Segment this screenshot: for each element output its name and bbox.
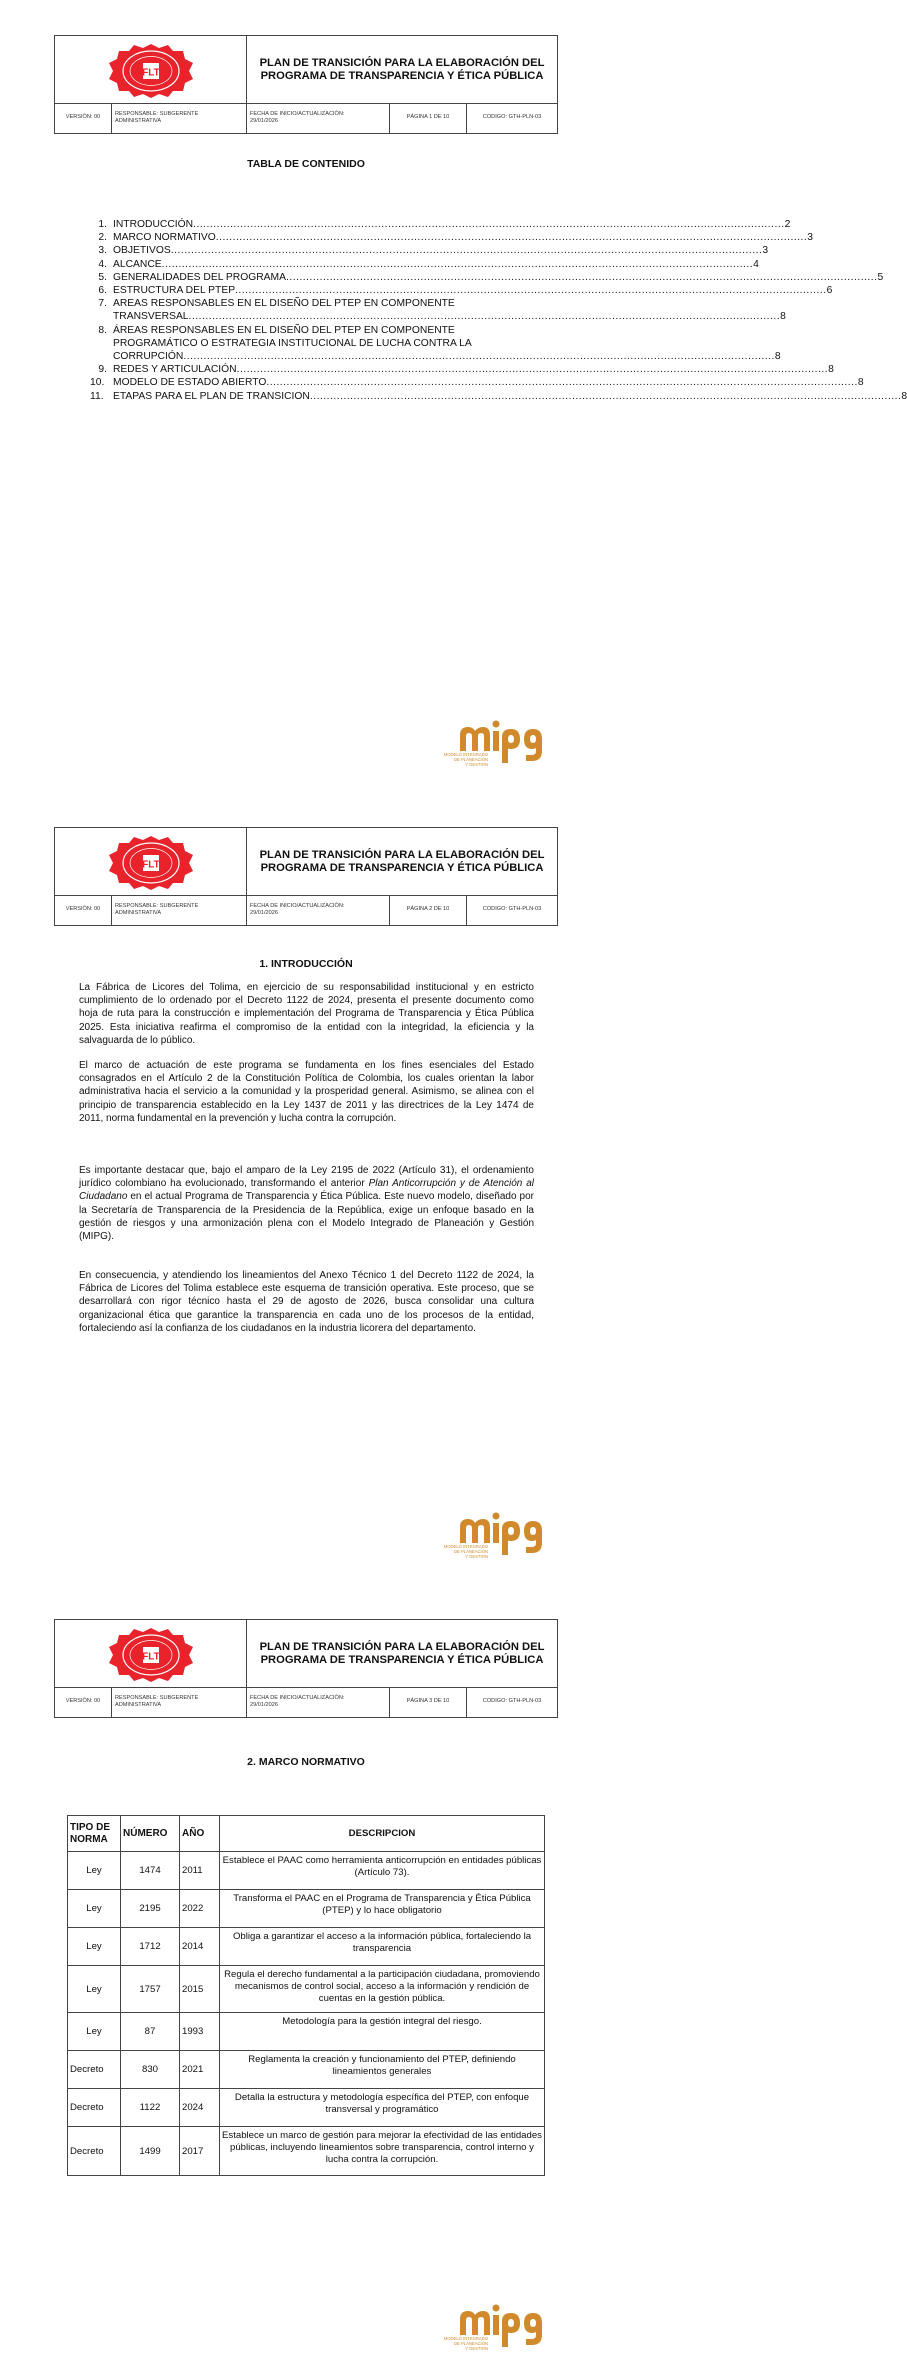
codigo-cell: CODIGO: GTH-PLN-03 — [482, 1698, 542, 1704]
cell-anio: 2024 — [180, 2089, 220, 2127]
intro-paragraph-2: El marco de actuación de este programa se fundamenta en los fines esenciales del Estado consagrados en el Artículo 2 de la Constitución Política de Colombia, los cuales orientan la labor administrativa hacia el servicio a la comunidad y la prosperidad general. Asimismo, se alinea con el principio de transparencia establecido en la Ley 1437 de 2011 y las directrices de la Ley 1474 de 2011, norma fundamental en la prevención y lucha contra la corrupción. — [79, 1060, 534, 1124]
toc-item-page: 8 — [857, 377, 864, 389]
table-row — [68, 1928, 545, 1966]
svg-text:FLT: FLT — [141, 1651, 160, 1662]
cell-numero: 830 — [121, 2051, 180, 2089]
toc-item[interactable] — [90, 363, 834, 376]
toc-item-label: GENERALIDADES DEL PROGRAMA — [113, 271, 286, 283]
cell-numero: 2195 — [121, 1890, 180, 1928]
toc-item-label: REDES Y ARTICULACIÓN — [113, 364, 237, 376]
logo-cell — [55, 828, 247, 895]
toc-item[interactable] — [90, 258, 759, 271]
column-header-descripcion: DESCRIPCION — [220, 1816, 545, 1852]
document-meta-row — [55, 103, 557, 133]
document-title: PLAN DE TRANSICIÓN PARA LA ELABORACIÓN DEL PROGRAMA DE TRANSPARENCIA Y ÉTICA PÚBLICA — [259, 1640, 545, 1666]
svg-text:DE PLANEACIÓN: DE PLANEACIÓN — [454, 1549, 488, 1554]
cell-tipo: Ley — [68, 1928, 121, 1966]
document-title: PLAN DE TRANSICIÓN PARA LA ELABORACIÓN DEL PROGRAMA DE TRANSPARENCIA Y ÉTICA PÚBLICA — [259, 56, 545, 82]
cell-tipo: Decreto — [68, 2051, 121, 2089]
document-header — [54, 1619, 558, 1718]
svg-text:MODELO INTEGRADO: MODELO INTEGRADO — [443, 752, 488, 757]
cell-tipo: Ley — [68, 1890, 121, 1928]
intro-p3-text-a: Es importante destacar que, bajo el amparo de la Ley 2195 de 2022 (Artículo 31), el ordenamiento jurídico colombiano ha evolucionado, transformando el anterior — [79, 1165, 534, 1190]
svg-text:DE PLANEACIÓN: DE PLANEACIÓN — [454, 2341, 488, 2346]
toc-item[interactable] — [90, 376, 864, 389]
toc-item-page: 8 — [774, 351, 781, 363]
cell-tipo: Ley — [68, 1852, 121, 1890]
table-row — [68, 1890, 545, 1928]
toc-item-page: 8 — [901, 390, 907, 402]
page-number-cell: PÁGINA 2 DE 10 — [390, 896, 467, 925]
toc-leader-dots — [237, 363, 829, 376]
intro-paragraph-3 — [79, 1164, 534, 1243]
svg-text:DE PLANEACIÓN: DE PLANEACIÓN — [454, 757, 488, 762]
version-cell: VERSIÓN: 00 — [55, 896, 112, 925]
toc-item[interactable] — [90, 271, 884, 284]
toc-leader-dots — [189, 310, 781, 323]
fabrica-licores-seal-logo — [103, 1624, 199, 1684]
toc-item-label: TRANSVERSAL — [113, 311, 189, 323]
cell-tipo: Ley — [68, 2013, 121, 2051]
table-row — [68, 2127, 545, 2176]
cell-anio: 1993 — [180, 2013, 220, 2051]
intro-p3-italic: Plan Anticorrupción y de Atención al Ciudadano — [79, 1178, 534, 1203]
intro-p3-text-b: en el actual Programa de Transparencia y Ética Pública. Este nuevo modelo, diseñado por la Secretaría de Transparencia de la Presidencia de la República, exige un enfoque basado en la gestión de riesgos y una armonización plena con el Modelo Integrado de Planeación y Gestión (MIPG). — [79, 1191, 534, 1243]
toc-item-number: 7. — [98, 298, 107, 310]
mipg-logo — [430, 717, 550, 769]
toc-item-label: ETAPAS PARA EL PLAN DE TRANSICION — [113, 390, 310, 402]
logo-cell — [55, 1620, 247, 1687]
svg-text:Y GESTIÓN: Y GESTIÓN — [465, 762, 488, 767]
table-of-contents — [90, 218, 907, 403]
cell-anio: 2017 — [180, 2127, 220, 2176]
toc-item-number: 11. — [90, 390, 104, 402]
toc-item[interactable] — [90, 218, 791, 231]
marco-normativo-table — [67, 1815, 545, 2176]
fecha-cell: FECHA DE INICIO/ACTUALIZACIÓN: 29/01/2026 — [247, 1688, 390, 1717]
table-header-row — [68, 1816, 545, 1852]
toc-item-label: PROGRAMÁTICO O ESTRATEGIA INSTITUCIONAL DE LUCHA CONTRA LA — [113, 337, 472, 349]
toc-title: TABLA DE CONTENIDO — [247, 158, 365, 170]
toc-item[interactable] — [90, 390, 907, 403]
toc-leader-dots — [193, 218, 785, 231]
toc-item-page: 3 — [807, 232, 814, 244]
toc-item-page: 2 — [784, 219, 791, 230]
toc-item[interactable] — [90, 244, 769, 257]
cell-anio: 2021 — [180, 2051, 220, 2089]
toc-item[interactable] — [90, 231, 814, 244]
section-title-introduccion: 1. INTRODUCCIÓN — [259, 958, 353, 970]
toc-leader-dots — [266, 376, 858, 389]
cell-numero: 1474 — [121, 1852, 180, 1890]
cell-descripcion: Transforma el PAAC en el Programa de Transparencia y Ética Pública (PTEP) y lo hace obligatorio — [220, 1890, 545, 1928]
toc-item[interactable] — [90, 324, 781, 364]
svg-text:FLT: FLT — [141, 859, 160, 870]
toc-item-page: 3 — [762, 245, 769, 257]
svg-text:MODELO INTEGRADO: MODELO INTEGRADO — [443, 1544, 488, 1549]
toc-item-label: CORRUPCIÓN — [113, 351, 184, 363]
toc-leader-dots — [286, 271, 878, 284]
cell-anio: 2011 — [180, 1852, 220, 1890]
column-header-numero: NÚMERO — [121, 1816, 180, 1852]
table-row — [68, 2051, 545, 2089]
cell-descripcion: Reglamenta la creación y funcionamiento del PTEP, definiendo lineamientos generales — [220, 2051, 545, 2089]
toc-item[interactable] — [90, 284, 833, 297]
toc-leader-dots — [216, 231, 808, 244]
responsable-cell: RESPONSABLE: SUBGERENTE ADMINISTRATIVA — [112, 104, 247, 133]
cell-numero: 87 — [121, 2013, 180, 2051]
page-1 — [0, 0, 907, 792]
toc-leader-dots — [171, 244, 763, 257]
toc-item-page: 4 — [753, 258, 759, 270]
column-header-anio: AÑO — [180, 1816, 220, 1852]
cell-tipo: Ley — [68, 1966, 121, 2013]
section-title-marco-normativo: 2. MARCO NORMATIVO — [247, 1756, 365, 1768]
toc-item-label: MARCO NORMATIVO — [113, 232, 216, 244]
column-header-tipo: TIPO DE NORMA — [68, 1816, 121, 1852]
toc-item-label: ESTRUCTURA DEL PTEP — [113, 285, 236, 297]
logo-cell — [55, 36, 247, 103]
toc-leader-dots — [235, 284, 827, 297]
mipg-logo — [430, 1509, 550, 1561]
cell-descripcion: Establece un marco de gestión para mejorar la efectividad de las entidades públicas, incluyendo lineamientos sobre transparencia, control interno y lucha contra la corrupción. — [220, 2127, 545, 2176]
toc-item-label: ALCANCE — [113, 258, 162, 270]
cell-numero: 1499 — [121, 2127, 180, 2176]
svg-text:MODELO INTEGRADO: MODELO INTEGRADO — [443, 2336, 488, 2341]
fecha-cell: FECHA DE INICIO/ACTUALIZACIÓN: 29/01/2026 — [247, 104, 390, 133]
document-meta-row — [55, 1687, 557, 1717]
responsable-cell: RESPONSABLE: SUBGERENTE ADMINISTRATIVA — [112, 896, 247, 925]
document-title: PLAN DE TRANSICIÓN PARA LA ELABORACIÓN DEL PROGRAMA DE TRANSPARENCIA Y ÉTICA PÚBLICA — [259, 848, 545, 874]
document-header — [54, 827, 558, 926]
cell-anio: 2022 — [180, 1890, 220, 1928]
toc-leader-dots — [162, 258, 754, 271]
intro-paragraph-1: La Fábrica de Licores del Tolima, en ejercicio de su responsabilidad institucional y en estricto cumplimiento de lo ordenado por el Decreto 1122 de 2024, presenta el presente documento como hoja de ruta para la construcción e implementación del Programa de Transparencia y Ética Pública 2025. Esta iniciativa reafirma el compromiso de la entidad con la integridad, la eficiencia y la salvaguarda de lo público. — [79, 982, 534, 1046]
intro-paragraph-4: En consecuencia, y atendiendo los lineamientos del Anexo Técnico 1 del Decreto 1122 de 2024, la Fábrica de Licores del Tolima establece este esquema de transición operativa. Este proceso, que se desarrollará con rigor técnico hasta el 29 de agosto de 2026, busca consolidar una cultura organizacional ética que garantice la transparencia en cada uno de los procesos de la entidad, fortaleciendo así la confianza de los ciudadanos en la industria licorera del departamento. — [79, 1270, 534, 1334]
document-header — [54, 35, 558, 134]
svg-text:Y GESTIÓN: Y GESTIÓN — [465, 1554, 488, 1559]
cell-descripcion: Metodología para la gestión integral del riesgo. — [220, 2013, 545, 2051]
codigo-cell: CODIGO: GTH-PLN-03 — [482, 114, 542, 120]
toc-item-label: OBJETIVOS — [113, 245, 171, 257]
cell-descripcion: Obliga a garantizar el acceso a la información pública, fortaleciendo la transparencia — [220, 1928, 545, 1966]
toc-item-label: MODELO DE ESTADO ABIERTO — [113, 377, 267, 389]
toc-leader-dots — [183, 350, 775, 363]
cell-anio: 2014 — [180, 1928, 220, 1966]
toc-item-label: ÁREAS RESPONSABLES EN EL DISEÑO DEL PTEP EN COMPONENTE — [113, 324, 455, 336]
cell-descripcion: Regula el derecho fundamental a la participación ciudadana, promoviendo mecanismos de control social, acceso a la información y rendición de cuentas en la gestión pública. — [220, 1966, 545, 2013]
mipg-logo — [430, 2301, 550, 2353]
version-cell: VERSIÓN: 00 — [55, 1688, 112, 1717]
table-row — [68, 1852, 545, 1890]
page-2 — [0, 792, 612, 1584]
cell-tipo: Decreto — [68, 2127, 121, 2176]
document-meta-row — [55, 895, 557, 925]
toc-item-number: 9. — [98, 364, 107, 376]
page-number-cell: PÁGINA 3 DE 10 — [390, 1688, 467, 1717]
table-row — [68, 2089, 545, 2127]
toc-item-label: AREAS RESPONSABLES EN EL DISEÑO DEL PTEP EN COMPONENTE — [113, 298, 455, 310]
toc-item-number: 5. — [98, 271, 107, 283]
cell-numero: 1757 — [121, 1966, 180, 2013]
responsable-cell: RESPONSABLE: SUBGERENTE ADMINISTRATIVA — [112, 1688, 247, 1717]
toc-item-number: 2. — [98, 232, 107, 244]
cell-numero: 1122 — [121, 2089, 180, 2127]
svg-text:FLT: FLT — [141, 67, 160, 78]
toc-item-number: 6. — [98, 285, 107, 297]
svg-text:Y GESTIÓN: Y GESTIÓN — [465, 2346, 488, 2351]
cell-anio: 2015 — [180, 1966, 220, 2013]
toc-item-number: 4. — [98, 258, 107, 270]
fabrica-licores-seal-logo — [103, 832, 199, 892]
toc-item-number: 10. — [90, 377, 105, 389]
page-number-cell: PÁGINA 1 DE 10 — [390, 104, 467, 133]
fecha-cell: FECHA DE INICIO/ACTUALIZACIÓN: 29/01/2026 — [247, 896, 390, 925]
cell-tipo: Decreto — [68, 2089, 121, 2127]
toc-item[interactable] — [90, 297, 786, 323]
cell-descripcion: Detalla la estructura y metodología específica del PTEP, con enfoque transversal y programático — [220, 2089, 545, 2127]
toc-item-page: 5 — [877, 271, 884, 283]
toc-item-label: INTRODUCCIÓN — [113, 219, 194, 230]
toc-item-number: 3. — [98, 245, 107, 257]
codigo-cell: CODIGO: GTH-PLN-03 — [482, 906, 542, 912]
toc-item-number: 1. — [98, 219, 107, 230]
cell-numero: 1712 — [121, 1928, 180, 1966]
fabrica-licores-seal-logo — [103, 40, 199, 100]
version-cell: VERSIÓN: 00 — [55, 104, 112, 133]
toc-item-number: 8. — [98, 324, 107, 336]
toc-item-page: 8 — [780, 311, 786, 323]
cell-descripcion: Establece el PAAC como herramienta anticorrupción en entidades públicas (Artículo 73). — [220, 1852, 545, 1890]
toc-item-page: 6 — [826, 285, 833, 297]
table-row — [68, 2013, 545, 2051]
table-row — [68, 1966, 545, 2013]
toc-leader-dots — [310, 390, 902, 403]
toc-item-page: 8 — [828, 364, 834, 376]
